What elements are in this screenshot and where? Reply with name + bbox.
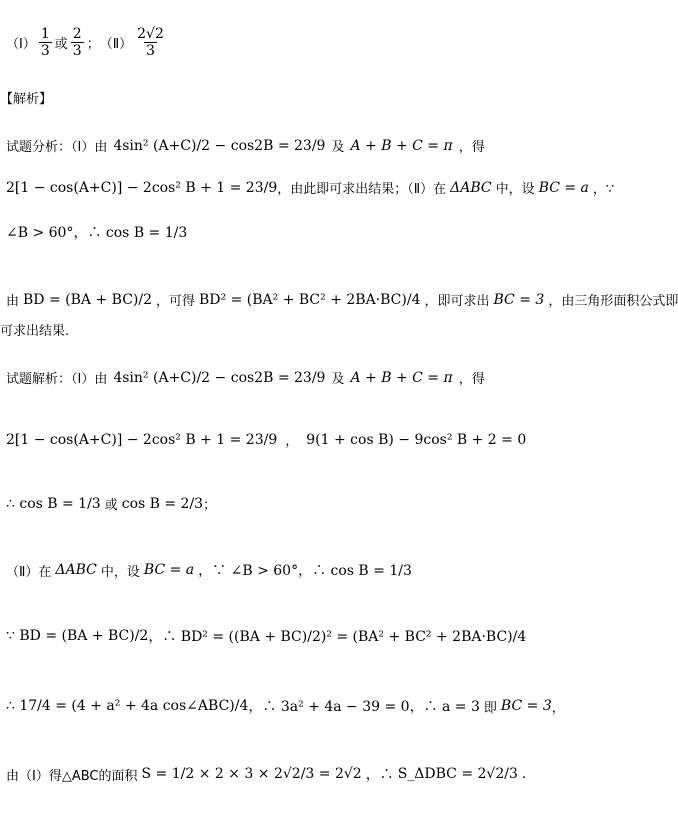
- analysis-line-4: [6, 290, 678, 309]
- answer-part2-label: （Ⅱ）: [99, 37, 133, 52]
- solution-line2a: 2[1 − cos(A+C)] − 2cos² B + 1 = 23/9: [6, 431, 278, 448]
- solution-line7-eq2: S_ΔDBC = 2√2/3: [397, 766, 518, 782]
- solution-line3-end: ；: [203, 498, 217, 513]
- solution-part2-triangle: ΔABC: [55, 562, 97, 578]
- solution-and: 及: [331, 372, 345, 387]
- analysis-line-1: [6, 136, 485, 155]
- solution-line7-lead: 由（Ⅰ）得△ABC的面积: [6, 768, 138, 784]
- analysis-lead: 试题分析：（Ⅰ）由: [6, 140, 108, 155]
- solution-line-4: [6, 560, 412, 580]
- analysis-header: 【解析】: [0, 92, 53, 107]
- analysis-line2-text: ，由此即可求出结果；（Ⅱ）在: [277, 182, 447, 197]
- solution-get: ，得: [458, 372, 485, 387]
- solution-line6c: ，∴ a = 3: [409, 699, 480, 715]
- solution-line6d: 即: [483, 700, 497, 716]
- solution-line7-eq: S = 1/2 × 2 × 3 × 2√2/3 = 2√2: [141, 766, 362, 782]
- solution-line6a: ∴ 17/4 = (4 + a² + 4a cos∠ABC)/4: [6, 698, 249, 714]
- analysis-triangle: ΔABC: [450, 179, 492, 196]
- analysis-line4-suffix: ，即可求出: [424, 294, 490, 309]
- solution-part2-bc: BC = a: [143, 562, 195, 578]
- solution-part2-mid: 中，设: [100, 564, 140, 580]
- answer-line: [6, 26, 169, 59]
- solution-line7-end: .: [521, 766, 527, 782]
- analysis-line4-end: ，由三角形面积公式即: [548, 294, 678, 309]
- solution-eq-1: 4sin² (A+C)/2 − cos2B = 23/9: [113, 369, 326, 386]
- solution-line-7: [6, 764, 526, 784]
- answer-separator: ；: [86, 37, 100, 52]
- analysis-eq-2: A + B + C = π: [350, 137, 453, 154]
- analysis-get: ，得: [458, 140, 485, 155]
- analysis-line-5: 可求出结果.: [0, 324, 70, 339]
- analysis-and: 及: [331, 140, 345, 155]
- analysis-line4-mid: ，可得: [156, 294, 196, 309]
- solution-part2-lead: （Ⅱ）在: [6, 564, 52, 580]
- analysis-line4-eq2: BD² = (BA² + BC² + 2BA·BC)/4: [199, 291, 421, 308]
- analysis-line-3: [6, 222, 187, 242]
- solution-line2b: 9(1 + cos B) − 9cos² B + 2 = 0: [306, 431, 527, 448]
- solution-line3a: ∴ cos B = 1/3: [6, 495, 101, 512]
- solution-eq-2: A + B + C = π: [350, 369, 453, 386]
- solution-line5a: ∵ BD = (BA + BC)/2: [6, 628, 149, 644]
- solution-lead: 试题解析：（Ⅰ）由: [6, 372, 108, 387]
- answer-or: 或: [54, 37, 68, 52]
- solution-line5b: ，∴ BD² = ((BA + BC)/2)² = (BA² + BC² + 2BA·BC)/4: [148, 629, 527, 645]
- analysis-line2-eq: 2[1 − cos(A+C)] − 2cos² B + 1 = 23/9: [6, 179, 278, 196]
- answer-fraction-2: $\frac{2}{3}$: [72, 26, 82, 59]
- solution-line6b: ，∴ 3a² + 4a − 39 = 0: [248, 699, 410, 715]
- analysis-line4-bc: BC = 3: [493, 291, 545, 308]
- answer-fraction-1: $\frac{1}{3}$: [40, 26, 50, 59]
- analysis-line2-text2: 中，设: [495, 182, 535, 197]
- analysis-eq-1: 4sin² (A+C)/2 − cos2B = 23/9: [113, 137, 326, 154]
- solution-line-3: [6, 494, 216, 513]
- analysis-line-2: [6, 178, 614, 197]
- analysis-line4-eq1: BD = (BA + BC)/2: [23, 291, 152, 308]
- solution-line3b: cos B = 2/3: [121, 495, 204, 512]
- solution-part2-because: ，∵ ∠B > 60°，∴ cos B = 1/3: [198, 563, 412, 579]
- solution-line-1: [6, 368, 485, 387]
- answer-fraction-3: $\frac{2√2}{3}$: [137, 26, 164, 59]
- solution-line3-or: 或: [104, 498, 118, 513]
- analysis-line3: ∠B > 60°，∴ cos B = 1/3: [6, 225, 188, 241]
- analysis-line4-prefix: 由: [6, 294, 20, 309]
- solution-line-6: [6, 696, 565, 716]
- solution-line6e: BC = 3: [500, 698, 552, 714]
- solution-line7-mid: ，∴: [365, 767, 394, 783]
- solution-line6f: ，: [551, 700, 565, 716]
- analysis-because: ，∵: [592, 182, 615, 197]
- solution-line-5: [6, 626, 526, 646]
- solution-line-2: 2[1 − cos(A+C)] − 2cos² B + 1 = 23/9 ， 9(1 + cos B) − 9cos² B + 2 = 0: [6, 431, 527, 449]
- analysis-bc-eq: BC = a: [538, 179, 589, 196]
- answer-part1-label: （Ⅰ）: [6, 37, 36, 52]
